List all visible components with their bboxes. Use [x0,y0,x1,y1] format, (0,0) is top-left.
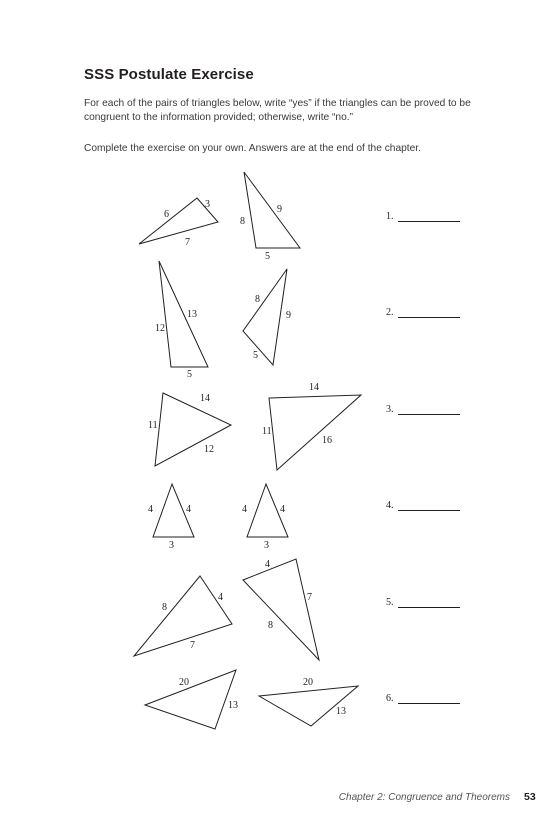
exercise-2-figures [155,261,291,380]
side-label: 4 [218,592,223,603]
page-title: SSS Postulate Exercise [84,66,254,83]
side-label: 6 [164,209,169,220]
answer-field-5[interactable] [386,597,460,608]
answer-number: 3. [386,404,394,415]
triangle-2a [159,261,208,367]
side-label: 11 [262,426,272,437]
side-label: 3 [205,199,210,210]
side-label: 12 [155,323,165,334]
side-label: 13 [336,706,346,717]
page-number: 53 [524,791,536,803]
answer-blank[interactable] [398,501,460,511]
triangle-5b [243,559,319,660]
answer-blank[interactable] [398,212,460,222]
answer-blank[interactable] [398,694,460,704]
answer-field-2[interactable] [386,307,460,318]
triangle-1b [244,172,300,248]
side-label: 4 [280,504,285,515]
answer-field-4[interactable] [386,500,460,511]
answer-field-3[interactable] [386,404,460,415]
triangle-3b [269,395,361,470]
subnote-text: Complete the exercise on your own. Answers are at the end of the chapter. [84,143,421,154]
side-label: 11 [148,420,158,431]
side-label: 13 [187,309,197,320]
side-label: 4 [242,504,247,515]
answer-field-1[interactable] [386,211,460,222]
exercise-5-figures [134,559,319,660]
exercise-6-figures [145,670,358,729]
side-label: 12 [204,444,214,455]
side-label: 8 [240,216,245,227]
side-label: 3 [169,540,174,551]
triangle-3a [155,393,231,466]
answer-number: 6. [386,693,394,704]
answer-blank[interactable] [398,598,460,608]
answer-blank[interactable] [398,308,460,318]
answer-number: 4. [386,500,394,511]
triangle-2b [243,269,287,365]
side-label: 7 [190,640,195,651]
side-label: 8 [255,294,260,305]
side-label: 13 [228,700,238,711]
answer-number: 1. [386,211,394,222]
footer-chapter-title: Chapter 2: Congruence and Theorems [338,792,510,803]
instructions-text: For each of the pairs of triangles below, write “yes” if the triangles can be proved to be congruent to the information provided; otherwise, write “no.” [84,98,471,123]
side-label: 4 [186,504,191,515]
side-label: 8 [162,602,167,613]
exercise-4-figures [148,484,288,551]
side-label: 14 [200,393,210,404]
side-label: 8 [268,620,273,631]
side-label: 14 [309,382,319,393]
answer-blank[interactable] [398,405,460,415]
answer-field-6[interactable] [386,693,460,704]
side-label: 7 [307,592,312,603]
side-label: 5 [187,369,192,380]
side-label: 5 [253,350,258,361]
side-label: 3 [264,540,269,551]
triangle-5a [134,576,232,656]
exercise-3-figures [148,382,361,470]
side-label: 20 [303,677,313,688]
side-label: 4 [148,504,153,515]
answer-number: 5. [386,597,394,608]
side-label: 4 [265,559,270,570]
side-label: 7 [185,237,190,248]
exercise-1-figures [139,172,300,262]
side-label: 9 [277,204,282,215]
side-label: 20 [179,677,189,688]
triangle-6a [145,670,236,729]
side-label: 16 [322,435,332,446]
side-label: 9 [286,310,291,321]
side-label: 5 [265,251,270,262]
answer-number: 2. [386,307,394,318]
